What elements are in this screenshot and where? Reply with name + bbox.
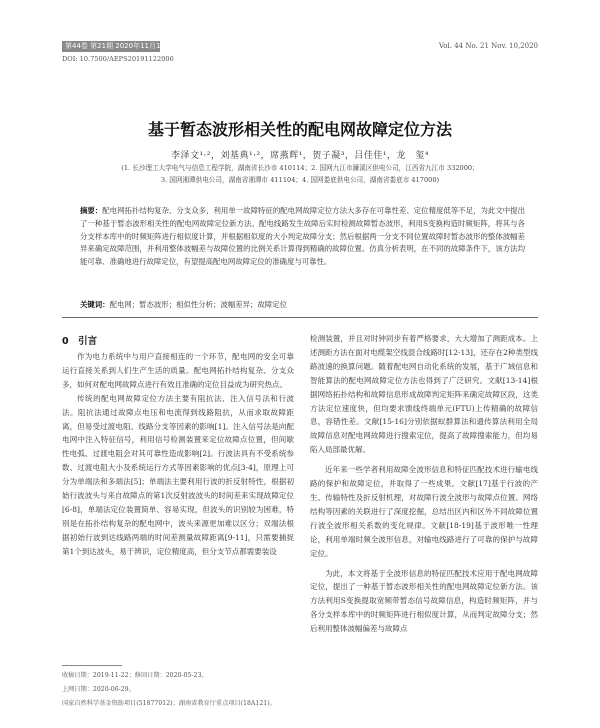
footnote-funding: 国家自然科学基金资助项目(51877012)；湖南省教育厅重点项目(18A121)。: [62, 700, 276, 707]
section-divider: [62, 317, 538, 318]
abstract-label: 摘要：: [80, 206, 103, 215]
body-paragraph: 传统的配电网故障定位方法主要有阻抗法、注入信号法和行波法。阻抗法通过故障点电压和电流得到线路阻抗，从而求取故障距离，但易受过渡电阻、线路分支等因素的影响[1]。注入信号法是向配电网中注入特征信号，利用信号检测装置来定位故障点位置，但间歇性电弧、过渡电阻会对其可靠性造成影响[2]。行波法具有不受系统参数、过渡电阻大小及系统运行方式等因素影响的优点[3-4]，原理上可分为单端法和多端法[5]；单端法主要利用行波的折反射特性，根据初始行波波头与来自故障点的第1次反射波波头的时间差来实现故障定位[6-8]，单端法定位装置简单、容易实现，但波头的识别较为困难，特别是在拓扑结构复杂的配电网中，波头来源更加难以区分；双端法根据初始行波到达线路两端的时间差测量故障距离[9-11]，只需要捕捉第1个到达波头，易于辨识，定位精度高，但分支节点都需要装设: [62, 393, 294, 556]
body-paragraph: 作为电力系统中与用户直接相连的一个环节，配电网的安全可靠运行直接关系到人们生产生活的质量。配电网拓扑结构复杂、分支众多，如何对配电网故障点进行有效且准确的定位目益成为研究热点。: [62, 352, 294, 389]
keywords-text: 配电网；暂态波形；相似性分析；波幅差异；故障定位: [109, 300, 287, 309]
section-heading-intro: 0 引言: [62, 336, 98, 347]
doi: DOI: 10.7500/AEPS20191122006: [62, 55, 174, 63]
keywords: [80, 299, 525, 311]
affiliation-line-1: (1. 长沙理工大学电气与信息工程学院，湖南省长沙市 410114；2. 国网九江市濂溪区供电公司，江西省九江市 332000；: [121, 164, 479, 172]
right-column: [310, 332, 538, 728]
body-paragraph: 为此，本文将基于全波形信息的特征匹配技术应用于配电网故障定位，提出了一种基于暂态波形相关性的配电网故障定位新方法。该方法利用S变换提取宽频带暂态信号故障信息，构造时频矩阵，并与各分支样本库中的时频矩阵进行相似度计算，从而判定故障分支；然后利用整体波幅偏差与故障点: [310, 568, 538, 634]
volume-info: Vol. 44 No. 21 Nov. 10,2020: [438, 42, 538, 50]
author-list: 李泽文¹·²，刘基典¹·²，席燕辉¹，贺子凝³，吕佳佳¹，龙 玺⁴: [170, 151, 430, 161]
body-paragraph: 检测装置，并且对时钟同步有着严格要求，大大增加了测距成本。上述测距方法在面对电缆架空线混合线路时[12-13]，还存在2种类型线路波速的换算问题。随着配电网自动化系统的发展，基于广域信息和智能算法的配电网故障定位方法也得到了广泛研究。文献[13-14]根据网络拓扑结构和故障信息形成故障判定矩阵来确定故障区段，这类方法定位速度快，但均要求馈线终端单元(FTU)上传精确的故障信息，容错性差。文献[15-16]分别依据蚁群算法和遗传算法利用全局故障信息对配电网故障进行搜索定位，提高了故障搜索能力，但均易陷入局部最优解。: [310, 334, 538, 455]
journal-issue-banner: 第44卷 第21期 2020年11月10日: [62, 41, 160, 52]
keywords-label: 关键词：: [80, 300, 110, 309]
paper-title: 基于暂态波形相关性的配电网故障定位方法: [147, 120, 452, 139]
footnote-online: 上网日期：2020-06-29。: [62, 686, 135, 693]
abstract-text: 配电网拓扑结构复杂、分支众多，利用单一故障特征的配电网故障定位方法大多存在可靠性差、定位精度低等不足，为此文中提出了一种基于暂态波形相关性的配电网故障定位新方法。配电线路发生故障后实时检测故障暂态波形，利用S变换构造时频矩阵，将其与各分支样本库中的时频矩阵进行相似度计算，并根据相似度的大小判定故障分支；然后根据两一分支不同位置故障时暂态波形的整体波幅差异来确定故障范围，并利用整体波幅差与故障位置的比例关系计算得到精确的故障位置。仿真分析表明，在不同的故障条件下，该方法均能可靠、准确地进行故障定位，有望提高配电网故障定位的准确度与可靠性。: [80, 206, 525, 267]
body-paragraph: 近年来一些学者利用故障全波形信息和特征匹配技术进行输电线路的保护和故障定位，并取得了一些成果。文献[17]基于行波的产生、传输特性及折反射机理，对故障行波全波形与故障点位置、网络结构等因素的关联进行了深度挖掘，总结出区内和区外不同故障位置行波全波形相关系数的变化规律。文献[18-19]基于波形唯一性理论，利用单端时频全波形信息，对输电线路进行了可靠的保护与故障定位。: [310, 465, 538, 558]
footnote-received: 收稿日期：2019-11-22；修回日期：2020-05-23。: [62, 672, 208, 679]
affiliation-line-2: 3. 国网湘潭供电公司，湖南省湘潭市 411104；4. 国网娄底供电公司，湖南省娄底市 417000): [160, 176, 440, 184]
abstract: [80, 205, 525, 295]
footnote-divider: [62, 665, 122, 666]
left-column: [62, 350, 294, 666]
